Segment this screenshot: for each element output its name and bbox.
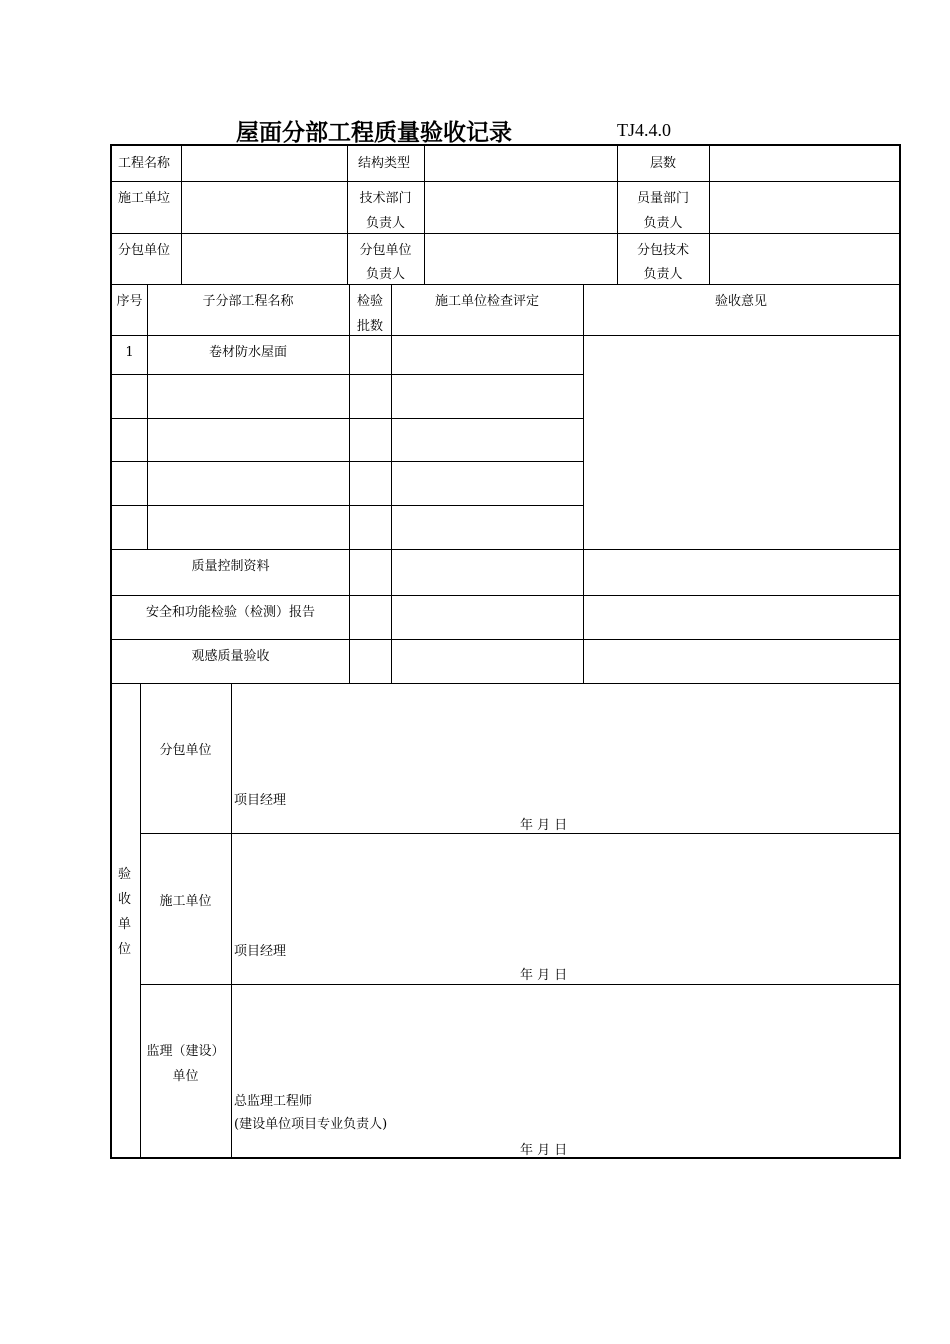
quality-control-label: 质量控制资料 (191, 559, 270, 574)
structure-type-label: 结构类型 (358, 156, 411, 171)
tech-dept-field[interactable] (425, 182, 617, 233)
acceptance-form (110, 144, 901, 1159)
contractor-date: 年 月 日 (520, 968, 568, 983)
contractor-field[interactable] (182, 182, 347, 233)
quality-dept-label-1: 员量部门 (636, 191, 689, 206)
contractor-label: 施工单垃 (118, 191, 171, 206)
row-1-name: 卷材防水屋面 (208, 345, 287, 360)
safety-report-label: 安全和功能检验（检测）报告 (145, 605, 315, 620)
sub-head-label-1: 分包单位 (359, 243, 412, 258)
floors-label: 层数 (649, 156, 676, 171)
col-check-header: 施工单位检查评定 (434, 294, 539, 309)
row-1-batch[interactable] (350, 336, 391, 374)
col-batch-header-2: 批数 (356, 319, 383, 334)
row-1-check[interactable] (392, 336, 583, 374)
sub-tech-label-1: 分包技术 (636, 243, 689, 258)
col-batch-header-1: 检验 (356, 294, 383, 309)
sub-date: 年 月 日 (520, 818, 568, 833)
document-title: 屋面分部工程质量验收记录 (236, 120, 512, 146)
subcontractor-label: 分包单位 (118, 243, 171, 258)
row-2-name[interactable] (148, 375, 349, 418)
supervisor-signer-label-2: (建设单位项目专业负责人) (234, 1117, 388, 1132)
quality-dept-field[interactable] (710, 182, 899, 233)
contractor-signer-label: 项目经理 (234, 944, 287, 959)
row-5-name[interactable] (148, 506, 349, 549)
form-code: TJ4.4.0 (617, 120, 671, 140)
col-name-header: 子分部工程名称 (202, 294, 294, 309)
row-3-name[interactable] (148, 419, 349, 461)
floors-field[interactable] (710, 146, 899, 181)
col-no-header: 序号 (116, 294, 143, 309)
sub-head-field[interactable] (425, 234, 617, 284)
project-name-label: 工程名称 (118, 156, 171, 171)
sub-signer-label: 项目经理 (234, 793, 287, 808)
supervisor-signer-label-1: 总监理工程师 (234, 1094, 313, 1109)
tech-dept-label-2: 负责人 (365, 216, 405, 231)
supervisor-unit-label-2: 单位 (172, 1069, 199, 1084)
quality-dept-label-2: 负责人 (643, 216, 683, 231)
appearance-label: 观感质量验收 (191, 649, 270, 664)
contractor-unit-label: 施工单位 (159, 894, 212, 909)
sub-tech-label-2: 负责人 (643, 267, 683, 282)
sub-tech-field[interactable] (710, 234, 899, 284)
sub-unit-label: 分包单位 (159, 743, 212, 758)
subcontractor-field[interactable] (182, 234, 347, 284)
row-4-name[interactable] (148, 462, 349, 505)
sub-head-label-2: 负责人 (365, 267, 405, 282)
opinion-field[interactable] (584, 336, 899, 549)
structure-type-field[interactable] (425, 146, 617, 181)
project-name-field[interactable] (182, 146, 347, 181)
col-opinion-header: 验收意见 (714, 294, 767, 309)
tech-dept-label-1: 技术部门 (359, 191, 412, 206)
row-1-no: 1 (125, 345, 134, 360)
supervisor-unit-label-1: 监理（建设） (146, 1044, 225, 1059)
acceptance-side-label: 验 收 单 位 (118, 867, 132, 957)
supervisor-date: 年 月 日 (520, 1143, 568, 1158)
